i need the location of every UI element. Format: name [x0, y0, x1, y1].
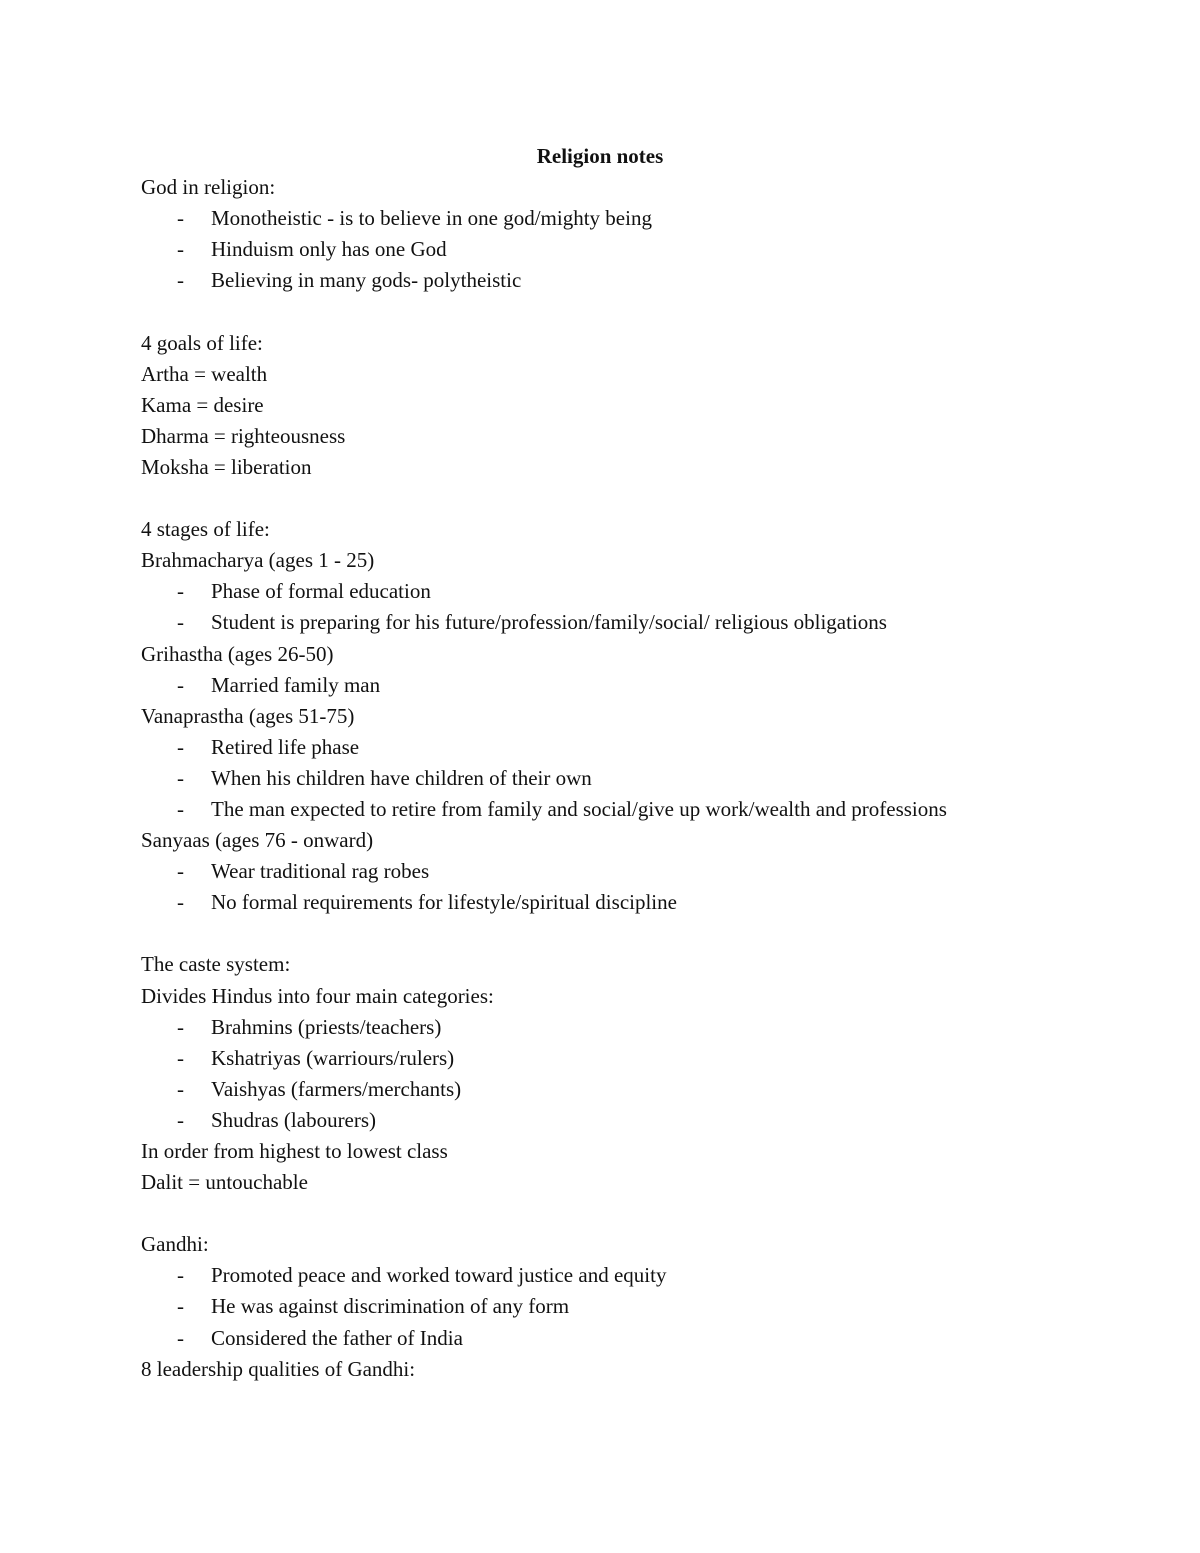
bullet-dash: - [177, 859, 184, 884]
bullet-dash: - [177, 268, 184, 293]
section-heading-caste: The caste system: [141, 952, 291, 977]
list-item: - Wear traditional rag robes [141, 856, 1081, 887]
bullet-dash: - [177, 1294, 184, 1319]
blank-line [141, 1198, 1081, 1229]
list-item: - When his children have children of their own [141, 763, 1081, 794]
blank-line [141, 296, 1081, 327]
bullet-dash: - [177, 1045, 184, 1070]
goal-item: Dharma = righteousness [141, 423, 346, 448]
section-heading-gandhi: Gandhi: [141, 1232, 209, 1257]
list-item: - Married family man [141, 670, 1081, 701]
blank-line [141, 483, 1081, 514]
caste-dalit-note: Dalit = untouchable [141, 1170, 308, 1195]
page-title: Religion notes [536, 144, 664, 168]
list-item: - No formal requirements for lifestyle/spiritual discipline [141, 887, 1081, 918]
section-heading-goals: 4 goals of life: [141, 330, 263, 355]
bullet-dash: - [177, 796, 184, 821]
section-heading-stages: 4 stages of life: [141, 517, 270, 542]
stage-label: Brahmacharya (ages 1 - 25) [141, 548, 375, 573]
goal-item: Moksha = liberation [141, 454, 312, 479]
bullet-dash: - [177, 1263, 184, 1288]
bullet-dash: - [177, 237, 184, 262]
list-item: - Student is preparing for his future/profession/family/social/ religious obligations [141, 607, 1081, 638]
bullet-dash: - [177, 206, 184, 231]
list-item: - Kshatriyas (warriours/rulers) [141, 1043, 1081, 1074]
bullet-dash: - [177, 672, 184, 697]
list-item: - Shudras (labourers) [141, 1105, 1081, 1136]
list-item: - Hinduism only has one God [141, 234, 1081, 265]
caste-intro: Divides Hindus into four main categories: [141, 983, 494, 1008]
list-item: - Monotheistic - is to believe in one god/mighty being [141, 203, 1081, 234]
bullet-dash: - [177, 1107, 184, 1132]
bullet-dash: - [177, 890, 184, 915]
bullet-dash: - [177, 579, 184, 604]
bullet-dash: - [177, 765, 184, 790]
list-item: - Retired life phase [141, 732, 1081, 763]
list-item: - Brahmins (priests/teachers) [141, 1012, 1081, 1043]
list-item: - The man expected to retire from family and social/give up work/wealth and professions [141, 794, 1081, 825]
blank-line [141, 918, 1081, 949]
list-item: - Vaishyas (farmers/merchants) [141, 1074, 1081, 1105]
gandhi-qualities-heading: 8 leadership qualities of Gandhi: [141, 1356, 416, 1381]
bullet-dash: - [177, 1325, 184, 1350]
list-item: - Phase of formal education [141, 576, 1081, 607]
bullet-dash: - [177, 734, 184, 759]
stage-label: Grihastha (ages 26-50) [141, 641, 334, 666]
section-heading-god: God in religion: [141, 175, 276, 200]
document-body [141, 141, 1081, 1385]
stage-label: Sanyaas (ages 76 - onward) [141, 828, 374, 853]
bullet-dash: - [177, 610, 184, 635]
list-item: - Promoted peace and worked toward justice and equity [141, 1260, 1081, 1291]
list-item: - He was against discrimination of any form [141, 1291, 1081, 1322]
goal-item: Kama = desire [141, 392, 264, 417]
bullet-dash: - [177, 1076, 184, 1101]
goal-item: Artha = wealth [141, 361, 268, 386]
bullet-dash: - [177, 1014, 184, 1039]
stage-label: Vanaprastha (ages 51-75) [141, 703, 355, 728]
list-item: - Believing in many gods- polytheistic [141, 265, 1081, 296]
list-item: - Considered the father of India [141, 1323, 1081, 1354]
caste-order-note: In order from highest to lowest class [141, 1139, 448, 1163]
